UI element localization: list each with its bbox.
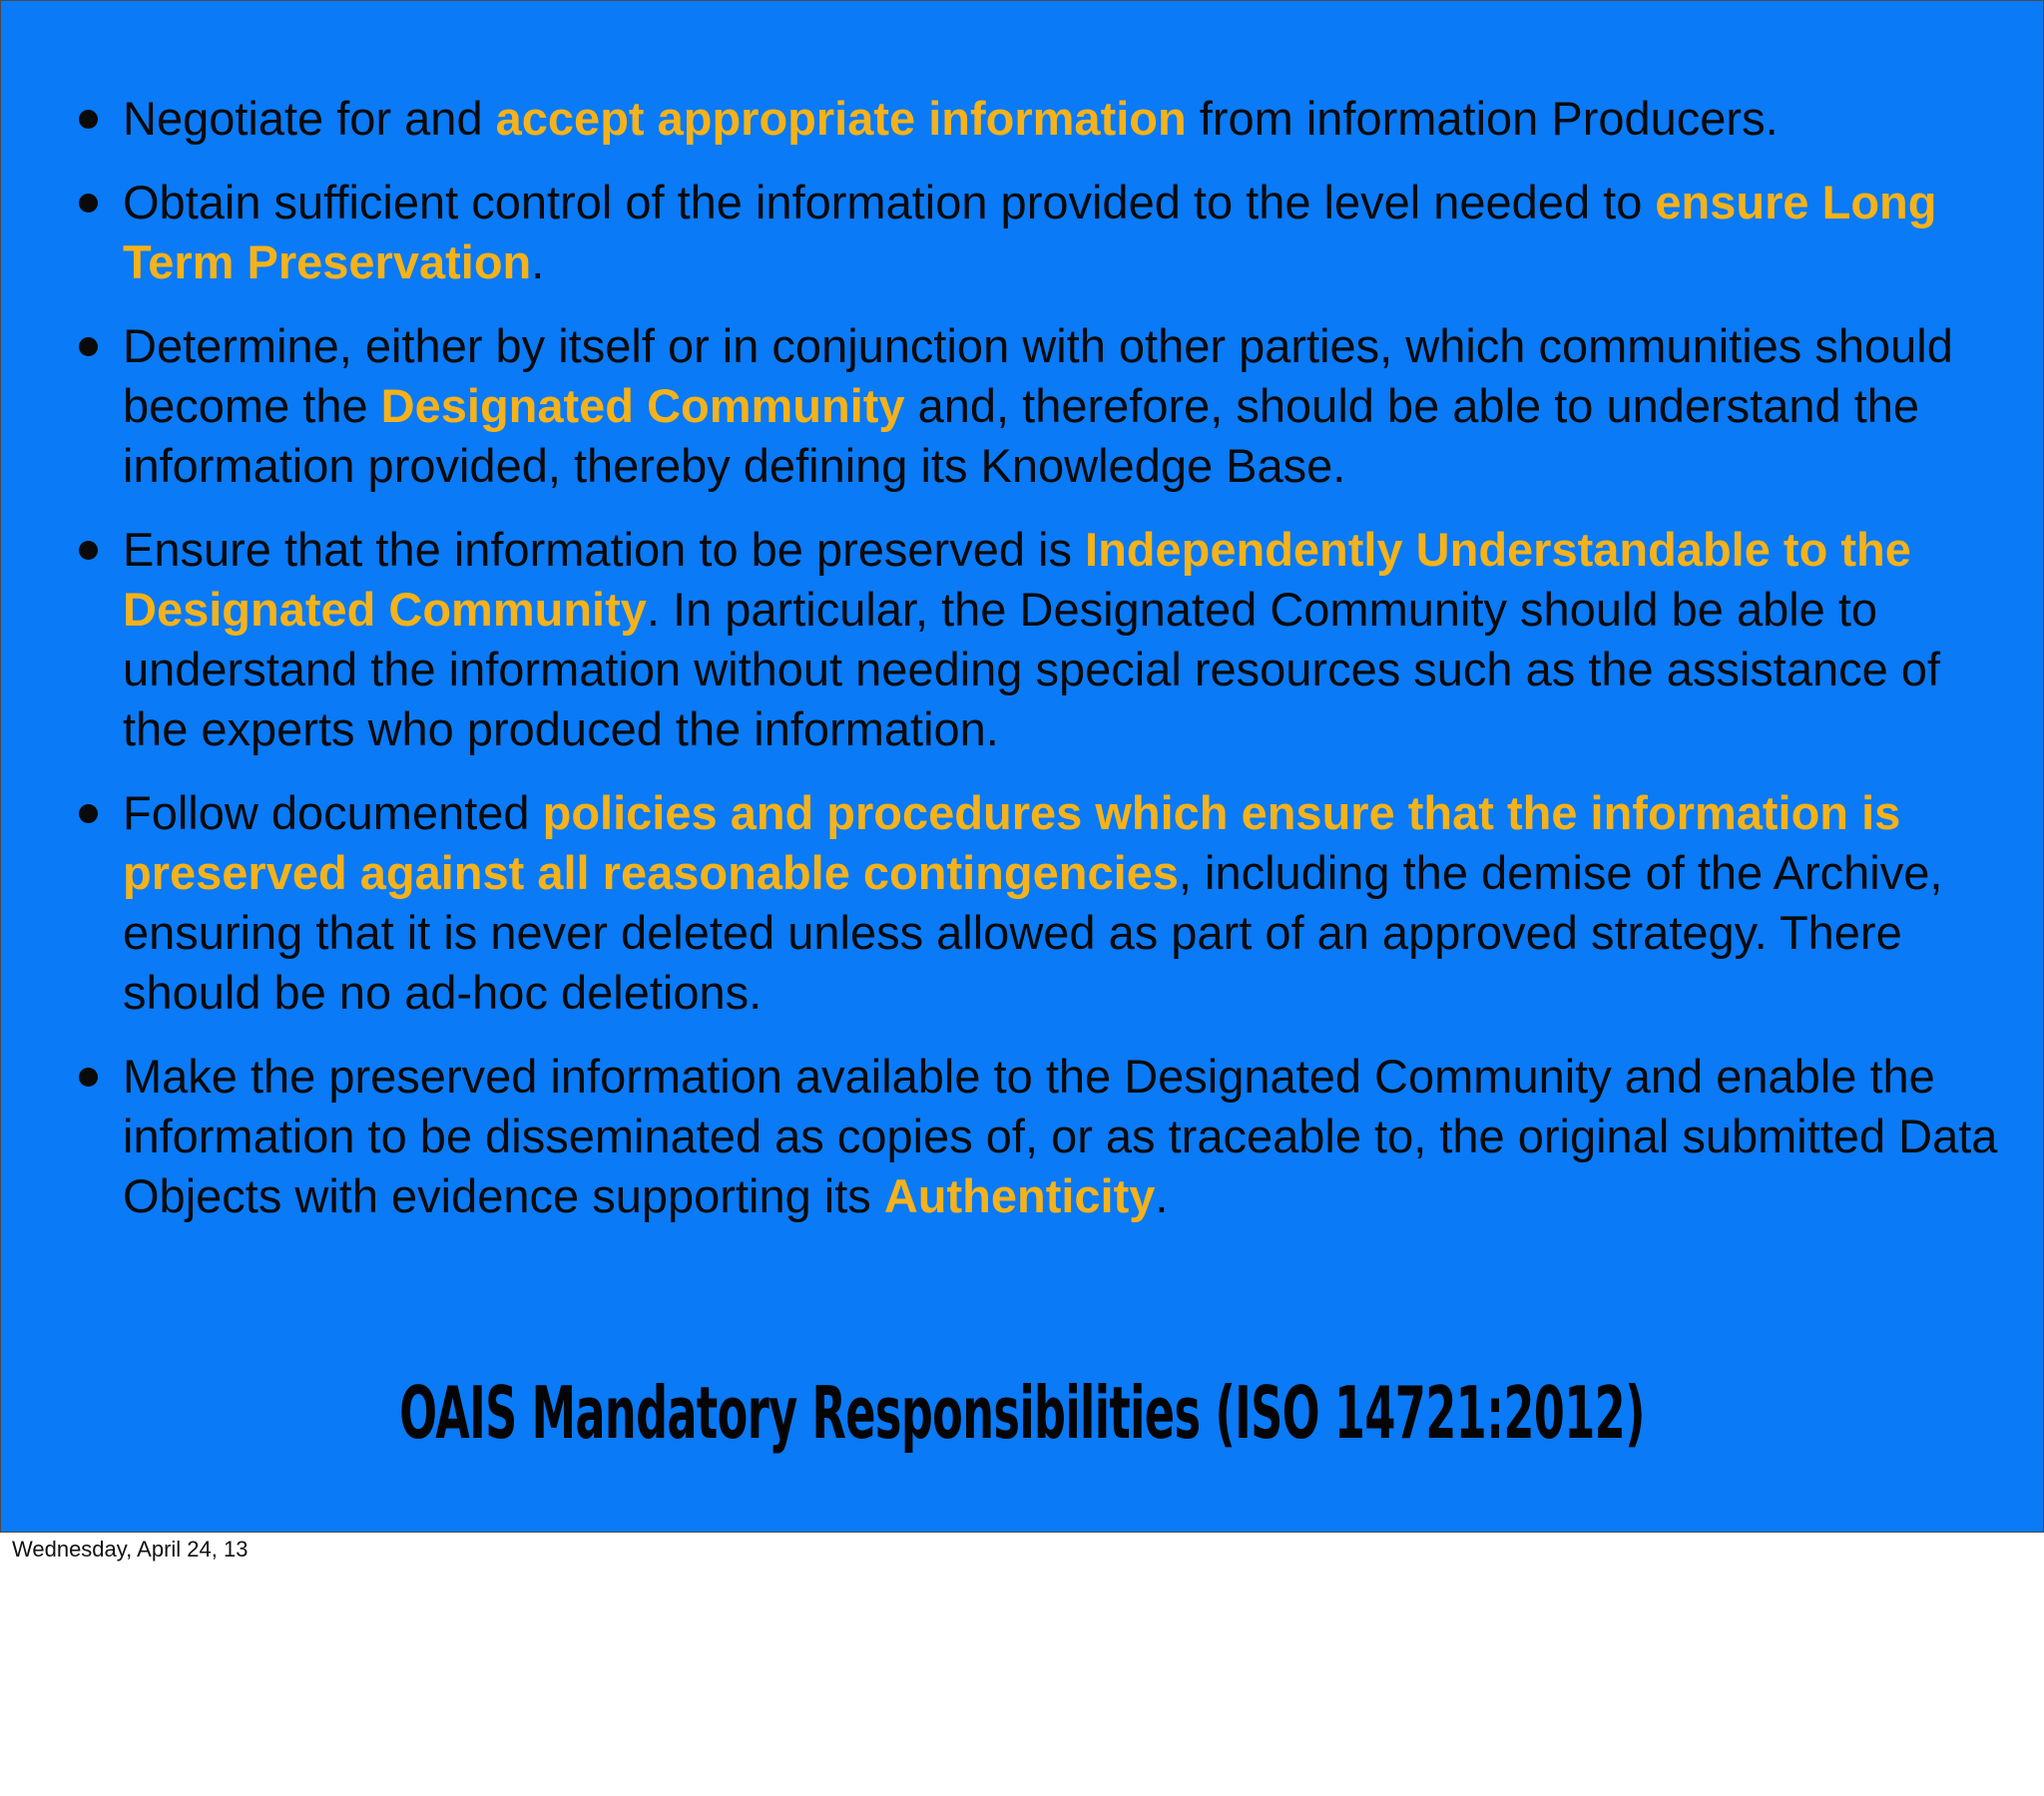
footer-date: Wednesday, April 24, 13 (12, 1537, 249, 1562)
bullet-item (71, 520, 2017, 759)
bullet-text (123, 92, 1779, 145)
bullet-text (123, 786, 1942, 1019)
bullet-list (71, 89, 2017, 1250)
bullet-highlight: accept appropriate information (495, 92, 1187, 145)
bullet-item (71, 316, 2017, 496)
bullet-segment: . (1155, 1169, 1169, 1222)
bullet-item (71, 89, 2017, 149)
slide-title: OAIS Mandatory Responsibilities (ISO 14721:2012) (399, 1371, 1645, 1455)
bullet-segment: , including the demise of the Archive, ensuring that it is never deleted unless allowed as part of an approved strategy. There should be no ad-hoc deletions. (123, 846, 1943, 1019)
bullet-text (123, 176, 1936, 288)
bullet-segment: Ensure that the information to be preserved is (123, 523, 1086, 576)
bullet-text (123, 319, 1953, 492)
bullet-segment: Obtain sufficient control of the information provided to the level needed to (123, 176, 1656, 228)
bullet-segment: Make the preserved information available to the Designated Community and enable the information to be disseminated as copies of, or as traceable to, the original submitted Data Objects with evidence supporting its (123, 1050, 1998, 1222)
bullet-highlight: Independently Understandable to the Designated Community (123, 523, 1911, 636)
bullet-highlight: Authenticity (883, 1169, 1156, 1222)
bullet-dot-icon (79, 804, 98, 823)
bullet-dot-icon (79, 110, 98, 129)
bullet-segment: . (531, 235, 545, 288)
bullet-segment: and, therefore, should be able to understand the information provided, thereby defining its Knowledge Base. (123, 379, 1920, 492)
bullet-segment: . In particular, the Designated Community should be able to understand the information without needing special resources such as the assistance of the experts who produced the information. (123, 583, 1941, 755)
bullet-item (71, 1047, 2017, 1226)
bullet-segment: Determine, either by itself or in conjunction with other parties, which communities should become the (123, 319, 1953, 432)
bullet-dot-icon (79, 541, 98, 560)
bullet-segment: Follow documented (123, 786, 543, 839)
bullet-dot-icon (79, 1068, 98, 1087)
bullet-item (71, 783, 2017, 1023)
bullet-highlight: Designated Community (380, 379, 905, 432)
bullet-item (71, 173, 2017, 292)
bullet-text (123, 523, 1940, 755)
bullet-dot-icon (79, 337, 98, 356)
bullet-segment: Negotiate for and (123, 92, 496, 145)
bullet-dot-icon (79, 194, 98, 213)
bullet-text (123, 1050, 1997, 1222)
bullet-segment: from information Producers. (1186, 92, 1779, 145)
bullet-highlight: policies and procedures which ensure that the information is preserved against all reasonable contingencies (123, 786, 1901, 899)
bullet-highlight: ensure Long Term Preservation (123, 176, 1937, 288)
